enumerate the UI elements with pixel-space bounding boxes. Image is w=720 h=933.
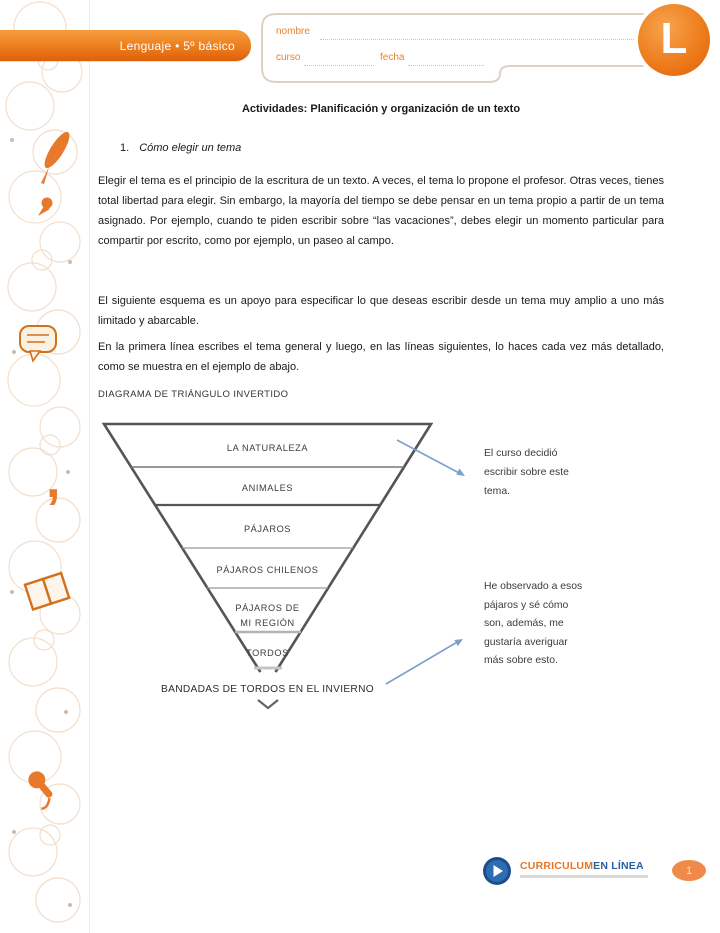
- triangle-level-3: PÁJAROS: [243, 524, 292, 534]
- swirl-dots: [10, 138, 72, 907]
- student-info-box-outline: [262, 14, 700, 82]
- annotation-note-2: He observado a esos pájaros y sé cómo son, además, me gustaría averiguar más sobre esto.: [484, 581, 583, 666]
- open-book-icon: [25, 573, 69, 609]
- paragraph: El siguiente esquema es un apoyo para especificar lo que deseas escribir desde un tema muy amplio a uno más limitado y abarcable.: [98, 295, 664, 327]
- subject-logo-letter: L: [660, 14, 688, 63]
- continuation-chevron: [258, 700, 278, 708]
- triangle-level-5-line1: PÁJAROS DE: [235, 603, 300, 613]
- diagram-label: DIAGRAMA DE TRIÁNGULO INVERTIDO: [98, 389, 289, 400]
- subject-logo: [638, 4, 710, 76]
- paragraph: En la primera línea escribes el tema general y luego, en las líneas siguientes, lo haces cada vez más detallado, como se muestra en el ejemplo de abajo.: [98, 341, 664, 373]
- class-field-line: [304, 64, 374, 66]
- name-label: nombre: [276, 26, 310, 37]
- date-label: fecha: [380, 52, 405, 63]
- page-number: 1: [685, 864, 693, 877]
- comma-icon: ,: [46, 451, 61, 509]
- section-number: 1.: [120, 142, 130, 154]
- annotation-arrow-2: [386, 639, 463, 684]
- triangle-level-1: LA NATURALEZA: [226, 443, 309, 453]
- subject-banner: [0, 30, 251, 61]
- annotation-arrow-1: [397, 440, 465, 476]
- curriculum-logo-text: [520, 860, 644, 872]
- section-heading: [120, 142, 241, 154]
- section-heading-text: Cómo elegir un tema: [139, 142, 242, 154]
- triangle-level-4: PÁJAROS CHILENOS: [216, 565, 319, 575]
- paragraph: Elegir el tema es el principio de la escritura de un texto. A veces, el tema lo propone el profesor. Otras veces, tienes total libertad para elegir. Sin embargo, la mayoría del tiempo se debe pensar en un tema propio a partir de un tema asignado. Por ejemplo, cuando te piden escribir sobre “las vacaciones”, debes elegir un momento particular para compartir por escrito, como por ejemplo, un paseo al campo.: [98, 175, 664, 247]
- activity-title: Actividades: Planificación y organización de un texto: [241, 103, 521, 115]
- date-field-line: [408, 64, 484, 66]
- decorative-border: [0, 0, 92, 933]
- inverted-triangle-diagram: [80, 410, 700, 722]
- triangle-level-6: TORDOS: [246, 648, 289, 658]
- logo-text-secondary: EN LÍNEA: [593, 860, 644, 872]
- page-number-badge: [672, 860, 706, 881]
- name-field-line: [320, 38, 688, 40]
- triangle-base-text: BANDADAS DE TORDOS EN EL INVIERNO: [161, 684, 374, 695]
- subject-banner-label: Lenguaje • 5º básico: [119, 38, 235, 53]
- logo-text-primary: CURRICULUM: [520, 860, 594, 872]
- class-label: curso: [276, 52, 301, 63]
- triangle-level-5-line2: MI REGIÓN: [240, 618, 295, 628]
- annotation-note-1: El curso decidió escribir sobre este tema.: [484, 448, 569, 497]
- triangle-level-2: ANIMALES: [241, 483, 294, 493]
- curriculum-logo-icon: [482, 856, 512, 886]
- student-info-box: [260, 12, 702, 86]
- logo-tagline: [520, 875, 648, 878]
